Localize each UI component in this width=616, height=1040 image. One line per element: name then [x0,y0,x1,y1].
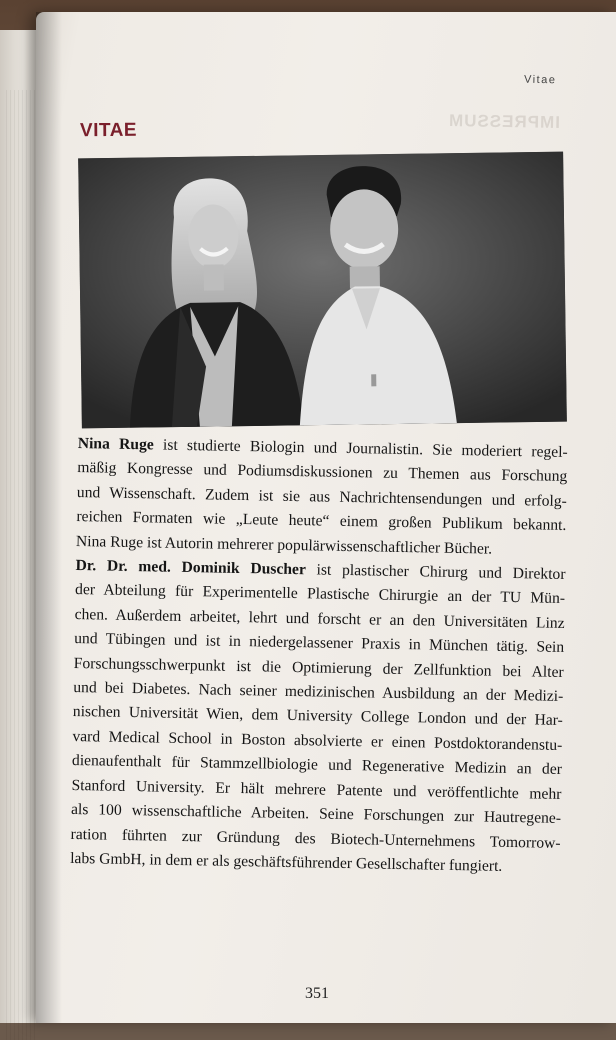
text-line: und Wissenschaft. Zudem ist sie aus Nachrichtensendungen und erfolg- [76,483,567,510]
text-line: Stanford University. Er hält mehrere Patente und veröffentlichte mehr [71,776,562,803]
text-line: Nina Ruge ist studierte Biologin und Journalistin. Sie moderiert regel- [77,434,568,461]
author-photo [78,152,567,429]
running-head: Vitae [523,73,557,87]
page-number: 351 [305,985,329,1002]
text-line: ration führten zur Gründung des Biotech-Unternehmens Tomorrow- [70,825,561,852]
text-line: mäßig Kongresse und Podiumsdiskussionen zu Themen aus Forschung [77,459,568,486]
text-line: Dr. Dr. med. Dominik Duscher ist plastischer Chirurg und Direktor [75,557,566,583]
text-line: chen. Außerdem arbeitet, lehrt und forscht er an den Universitäten Linz [74,605,565,632]
text-line: Nina Ruge ist Autorin mehrerer populärwissenschaftlicher Bücher. [75,532,493,558]
text-line: als 100 wissenschaftliche Arbeiten. Seine Forschungen zur Hautregene- [70,801,562,828]
text-line: und Tübingen und ist in niedergelassener Praxis in München tätig. Sein [74,630,565,657]
text-line: der Abteilung für Experimentelle Plastische Chirurgie an der TU Mün- [74,581,566,608]
vitae-text [70,432,578,880]
author-name-ruge: Nina Ruge [77,434,154,454]
author-name-duscher: Dr. Dr. med. Dominik Duscher [75,557,306,579]
text-line: und bei Diabetes. Nach seiner medizinischen Ausbildung an der Medizi- [73,679,564,705]
text-line: vard Medical School in Boston absolvierte er einen Postdoktorandenstu- [72,727,563,754]
bleed-through-text: IMPRESSUM [447,111,561,132]
spine-shadow [36,12,62,1023]
text-line: Forschungsschwerpunkt ist die Optimierung der Zellfunktion bei Alter [73,654,564,681]
text-line: labs GmbH, in dem er als geschäftsführender Gesellschafter fungiert. [70,849,503,875]
text-line: dienaufenthalt für Stammzellbiologie und Regenerative Medizin an der [71,752,563,779]
photo-illustration [78,152,567,429]
text-line: reichen Formaten wie „Leute heute“ einem großen Publikum bekannt. [76,508,567,535]
text-line: nischen Universität Wien, dem University College London und der Har- [72,703,563,730]
section-title: VITAE [79,119,138,142]
page-stack-lines [6,90,36,1040]
